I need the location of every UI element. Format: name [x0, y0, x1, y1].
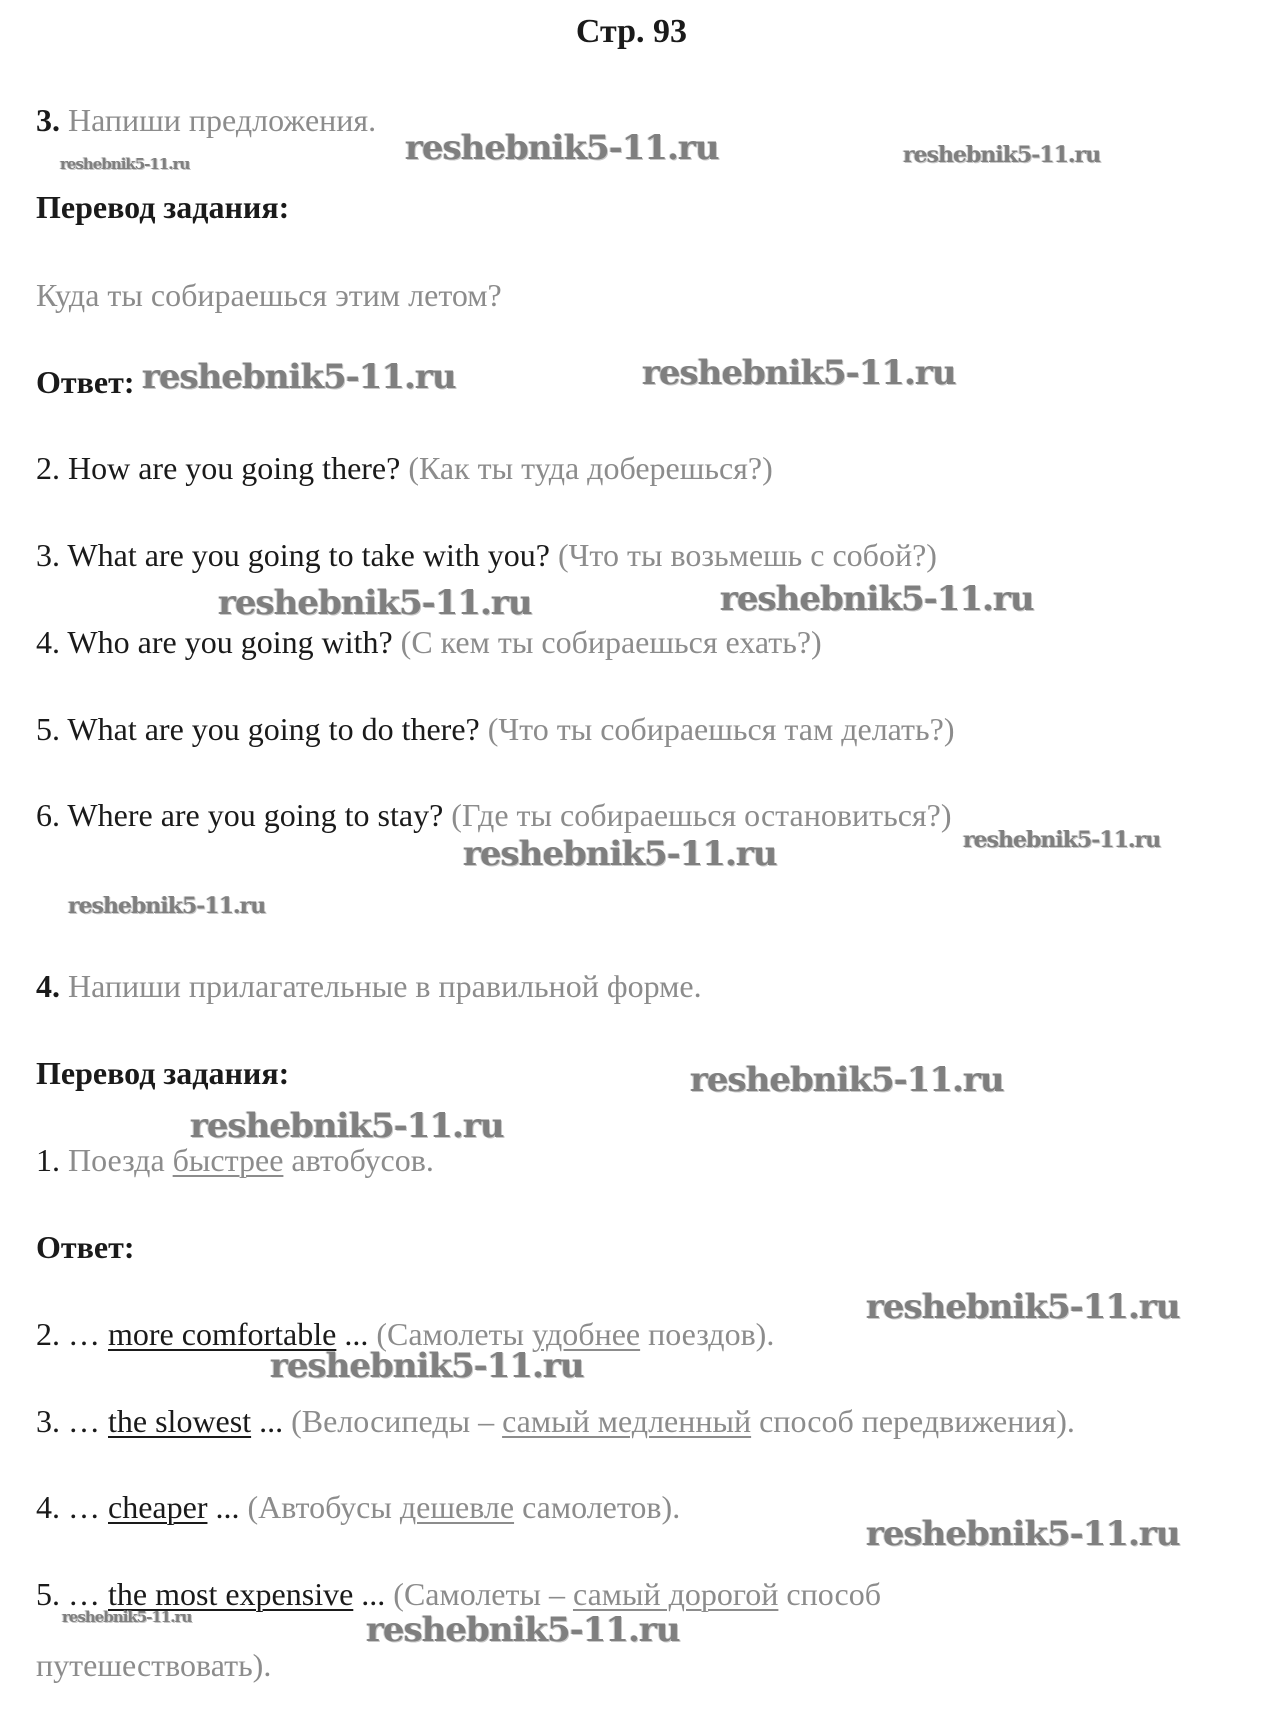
watermark: reshebnik5-11.ru: [642, 353, 956, 393]
task4-example-underlined: быстрее: [172, 1142, 284, 1178]
task4-item-ru-underlined: самый дорогой: [572, 1576, 779, 1612]
task3-number: 3.: [36, 102, 60, 138]
task3-item-ru: (Как ты туда доберешься?): [408, 450, 773, 486]
watermark: reshebnik5-11.ru: [866, 1514, 1180, 1554]
watermark: reshebnik5-11.ru: [690, 1060, 1004, 1100]
watermark: reshebnik5-11.ru: [720, 579, 1034, 619]
task4-item-ru-underlined: дешевле: [399, 1489, 515, 1525]
task4-item-dots: ...: [215, 1489, 240, 1525]
task4-item-ru-after: самолетов).: [522, 1489, 681, 1525]
task4-instruction: Напиши прилагательные в правильной форме.: [68, 968, 702, 1004]
task3-item: [36, 709, 954, 749]
task3-item-ru: (С кем ты собираешься ехать?): [400, 624, 822, 660]
task3-item-ru: (Что ты возьмешь с собой?): [557, 537, 937, 573]
task3-item-en: 6. Where are you going to stay?: [36, 797, 444, 833]
task4-item-answer: the slowest: [108, 1403, 252, 1439]
task3-item-ru: (Что ты собираешься там делать?): [487, 711, 955, 747]
task3-item: [36, 795, 951, 835]
task4-item-ru-underlined: удобнее: [532, 1316, 641, 1352]
task4-example: [36, 1140, 434, 1180]
task4-example-before: Поезда: [68, 1142, 165, 1178]
task4-item: [36, 1574, 881, 1614]
task4-item-dots: ...: [259, 1403, 284, 1439]
task3-item: [36, 535, 937, 575]
watermark: reshebnik5-11.ru: [142, 357, 456, 397]
task4-item-answer: cheaper: [108, 1489, 208, 1525]
task4-item-answer: more comfortable: [108, 1316, 337, 1352]
task4-item-ru-after: способ: [786, 1576, 881, 1612]
task4-item-ru-before: (Велосипеды –: [291, 1403, 495, 1439]
task3-item-en: 2. How are you going there?: [36, 450, 401, 486]
task3-item-en: 3. What are you going to take with you?: [36, 537, 550, 573]
watermark: reshebnik5-11.ru: [60, 155, 190, 173]
watermark: reshebnik5-11.ru: [903, 142, 1101, 168]
watermark: reshebnik5-11.ru: [270, 1346, 584, 1386]
page-title: Стр. 93: [575, 13, 688, 50]
task4-item-num: 5. …: [36, 1576, 100, 1612]
task4-item-ru-after: способ передвижения).: [759, 1403, 1075, 1439]
task4-item-dots: ...: [344, 1316, 369, 1352]
task3-item: [36, 622, 822, 662]
task4-item: [36, 1314, 774, 1354]
task4-item-ru-after: поездов).: [648, 1316, 775, 1352]
task4-item-ru-underlined: самый медленный: [502, 1403, 752, 1439]
task4-item: [36, 1401, 1075, 1441]
watermark: reshebnik5-11.ru: [963, 827, 1161, 853]
task3-instruction: Напиши предложения.: [68, 102, 377, 138]
watermark: reshebnik5-11.ru: [62, 1608, 192, 1626]
task4-heading: [36, 966, 702, 1006]
task4-example-after: автобусов.: [291, 1142, 434, 1178]
task4-translation-label: Перевод задания:: [36, 1055, 290, 1091]
task3-item: [36, 448, 773, 488]
task4-item-num: 4. …: [36, 1489, 100, 1525]
task3-translation-label: Перевод задания:: [36, 189, 290, 225]
task4-answer-label: Ответ:: [36, 1229, 135, 1265]
task3-translation-text: Куда ты собираешься этим летом?: [36, 277, 502, 313]
watermark: reshebnik5-11.ru: [190, 1106, 504, 1146]
watermark: reshebnik5-11.ru: [866, 1287, 1180, 1327]
watermark: reshebnik5-11.ru: [366, 1610, 680, 1650]
task4-item-ru-before: (Самолеты –: [393, 1576, 565, 1612]
task3-heading: [36, 100, 376, 140]
task4-number: 4.: [36, 968, 60, 1004]
task4-item: [36, 1487, 680, 1527]
task4-item-ru-line2: путешествовать).: [36, 1647, 272, 1683]
task4-item-answer: the most expensive: [108, 1576, 354, 1612]
task4-example-num: 1.: [36, 1142, 60, 1178]
task3-item-en: 4. Who are you going with?: [36, 624, 393, 660]
task4-item-ru-before: (Автобусы: [247, 1489, 392, 1525]
watermark: reshebnik5-11.ru: [463, 834, 777, 874]
watermark: reshebnik5-11.ru: [218, 583, 532, 623]
task3-answer-label: Ответ:: [36, 364, 135, 400]
task3-item-ru: (Где ты собираешься остановиться?): [451, 797, 952, 833]
task4-item-num: 2. …: [36, 1316, 100, 1352]
watermark: reshebnik5-11.ru: [68, 893, 266, 919]
task4-item-dots: ...: [361, 1576, 386, 1612]
task4-item-num: 3. …: [36, 1403, 100, 1439]
watermark: reshebnik5-11.ru: [405, 128, 719, 168]
task3-item-en: 5. What are you going to do there?: [36, 711, 480, 747]
task4-item-ru-before: (Самолеты: [376, 1316, 525, 1352]
